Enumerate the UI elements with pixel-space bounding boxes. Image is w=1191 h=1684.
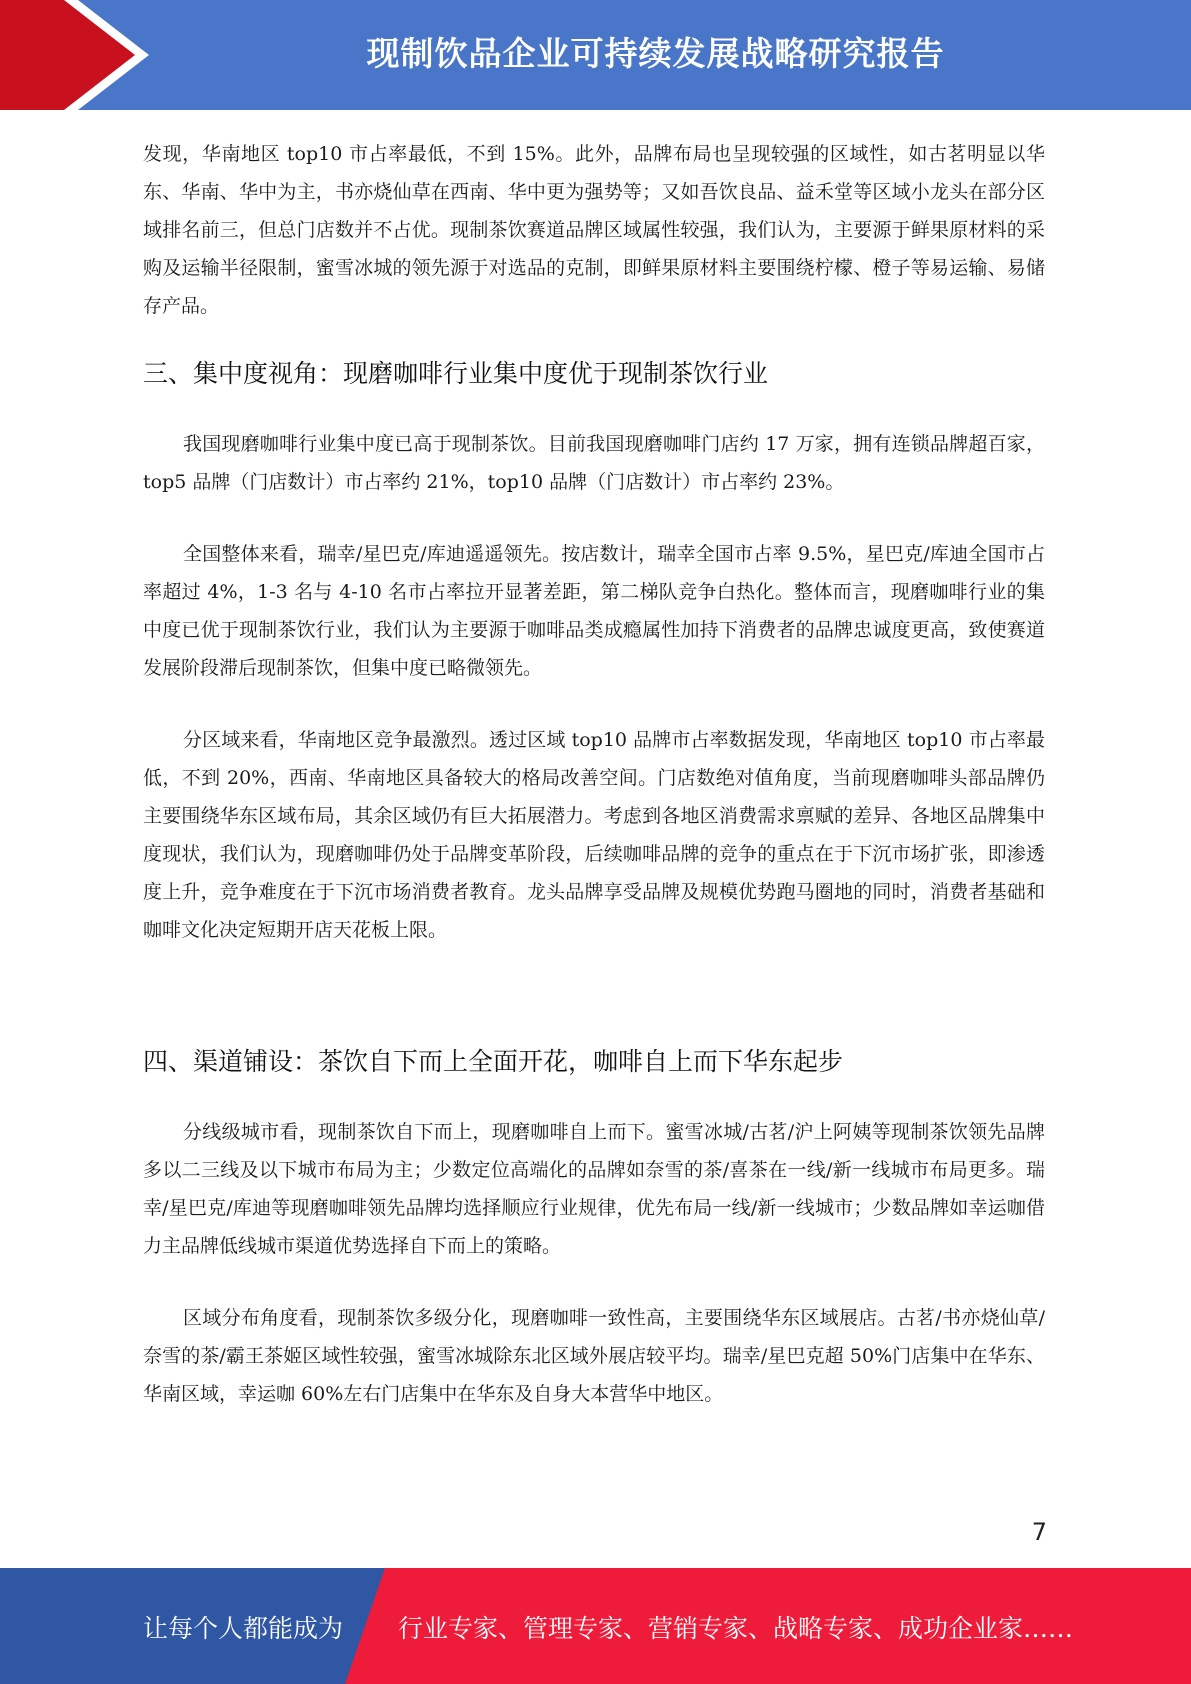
section-3-paragraph: 我国现磨咖啡行业集中度已高于现制茶饮。目前我国现磨咖啡门店约 17 万家，拥有连锁品牌超百家，top5 品牌（门店数计）市占率约 21%，top10 品牌（门店数计）市占率约 23%。 — [143, 433, 1045, 493]
page-header — [0, 0, 1191, 110]
footer-slogan-right: 行业专家、管理专家、营销专家、战略专家、成功企业家…… — [398, 1614, 1074, 1643]
page-number: 7 — [1031, 1518, 1047, 1546]
section-3-paragraph: 全国整体来看，瑞幸/星巴克/库迪遥遥领先。按店数计，瑞幸全国市占率 9.5%，星巴克/库迪全国市占率超过 4%，1-3 名与 4-10 名市占率拉开显著差距，第二梯队竞争白热化。整体而言，现磨咖啡行业的集中度已优于现制茶饮行业，我们认为主要源于咖啡品类成瘾属性加持下消费者的品牌忠诚度更高，致使赛道发展阶段滞后现制茶饮，但集中度已略微领先。 — [143, 543, 1045, 679]
section-4-heading: 四、渠道铺设：茶饮自下而上全面开花，咖啡自上而下华东起步 — [143, 1047, 844, 1076]
report-title: 现制饮品企业可持续发展战略研究报告 — [366, 34, 945, 73]
footer-slogan-left: 让每个人都能成为 — [143, 1614, 344, 1643]
section-4-paragraph: 区域分布角度看，现制茶饮多级分化，现磨咖啡一致性高，主要围绕华东区域展店。古茗/书亦烧仙草/奈雪的茶/霸王茶姬区域性较强，蜜雪冰城除东北区域外展店较平均。瑞幸/星巴克超 50%门店集中在华东、华南区域，幸运咖 60%左右门店集中在华东及自身大本营华中地区。 — [143, 1307, 1045, 1405]
section-4-paragraph: 分线级城市看，现制茶饮自下而上，现磨咖啡自上而下。蜜雪冰城/古茗/沪上阿姨等现制茶饮领先品牌多以二三线及以下城市布局为主；少数定位高端化的品牌如奈雪的茶/喜茶在一线/新一线城市布局更多。瑞幸/星巴克/库迪等现磨咖啡领先品牌均选择顺应行业规律，优先布局一线/新一线城市；少数品牌如幸运咖借力主品牌低线城市渠道优势选择自下而上的策略。 — [143, 1121, 1045, 1257]
section-3-heading: 三、集中度视角：现磨咖啡行业集中度优于现制茶饮行业 — [143, 359, 769, 388]
intro-paragraph: 发现，华南地区 top10 市占率最低，不到 15%。此外，品牌布局也呈现较强的区域性，如古茗明显以华东、华南、华中为主，书亦烧仙草在西南、华中更为强势等；又如吾饮良品、益禾堂等区域小龙头在部分区域排名前三，但总门店数并不占优。现制茶饮赛道品牌区域属性较强，我们认为，主要源于鲜果原材料的采购及运输半径限制，蜜雪冰城的领先源于对选品的克制，即鲜果原材料主要围绕柠檬、橙子等易运输、易储存产品。 — [143, 143, 1045, 317]
page-footer — [0, 1568, 1191, 1684]
section-3-paragraph: 分区域来看，华南地区竞争最激烈。透过区域 top10 品牌市占率数据发现，华南地区 top10 市占率最低，不到 20%，西南、华南地区具备较大的格局改善空间。门店数绝对值角度，当前现磨咖啡头部品牌仍主要围绕华东区域布局，其余区域仍有巨大拓展潜力。考虑到各地区消费需求禀赋的差异、各地区品牌集中度现状，我们认为，现磨咖啡仍处于品牌变革阶段，后续咖啡品牌的竞争的重点在于下沉市场扩张，即渗透度上升，竞争难度在于下沉市场消费者教育。龙头品牌享受品牌及规模优势跑马圈地的同时，消费者基础和咖啡文化决定短期开店天花板上限。 — [143, 729, 1045, 941]
